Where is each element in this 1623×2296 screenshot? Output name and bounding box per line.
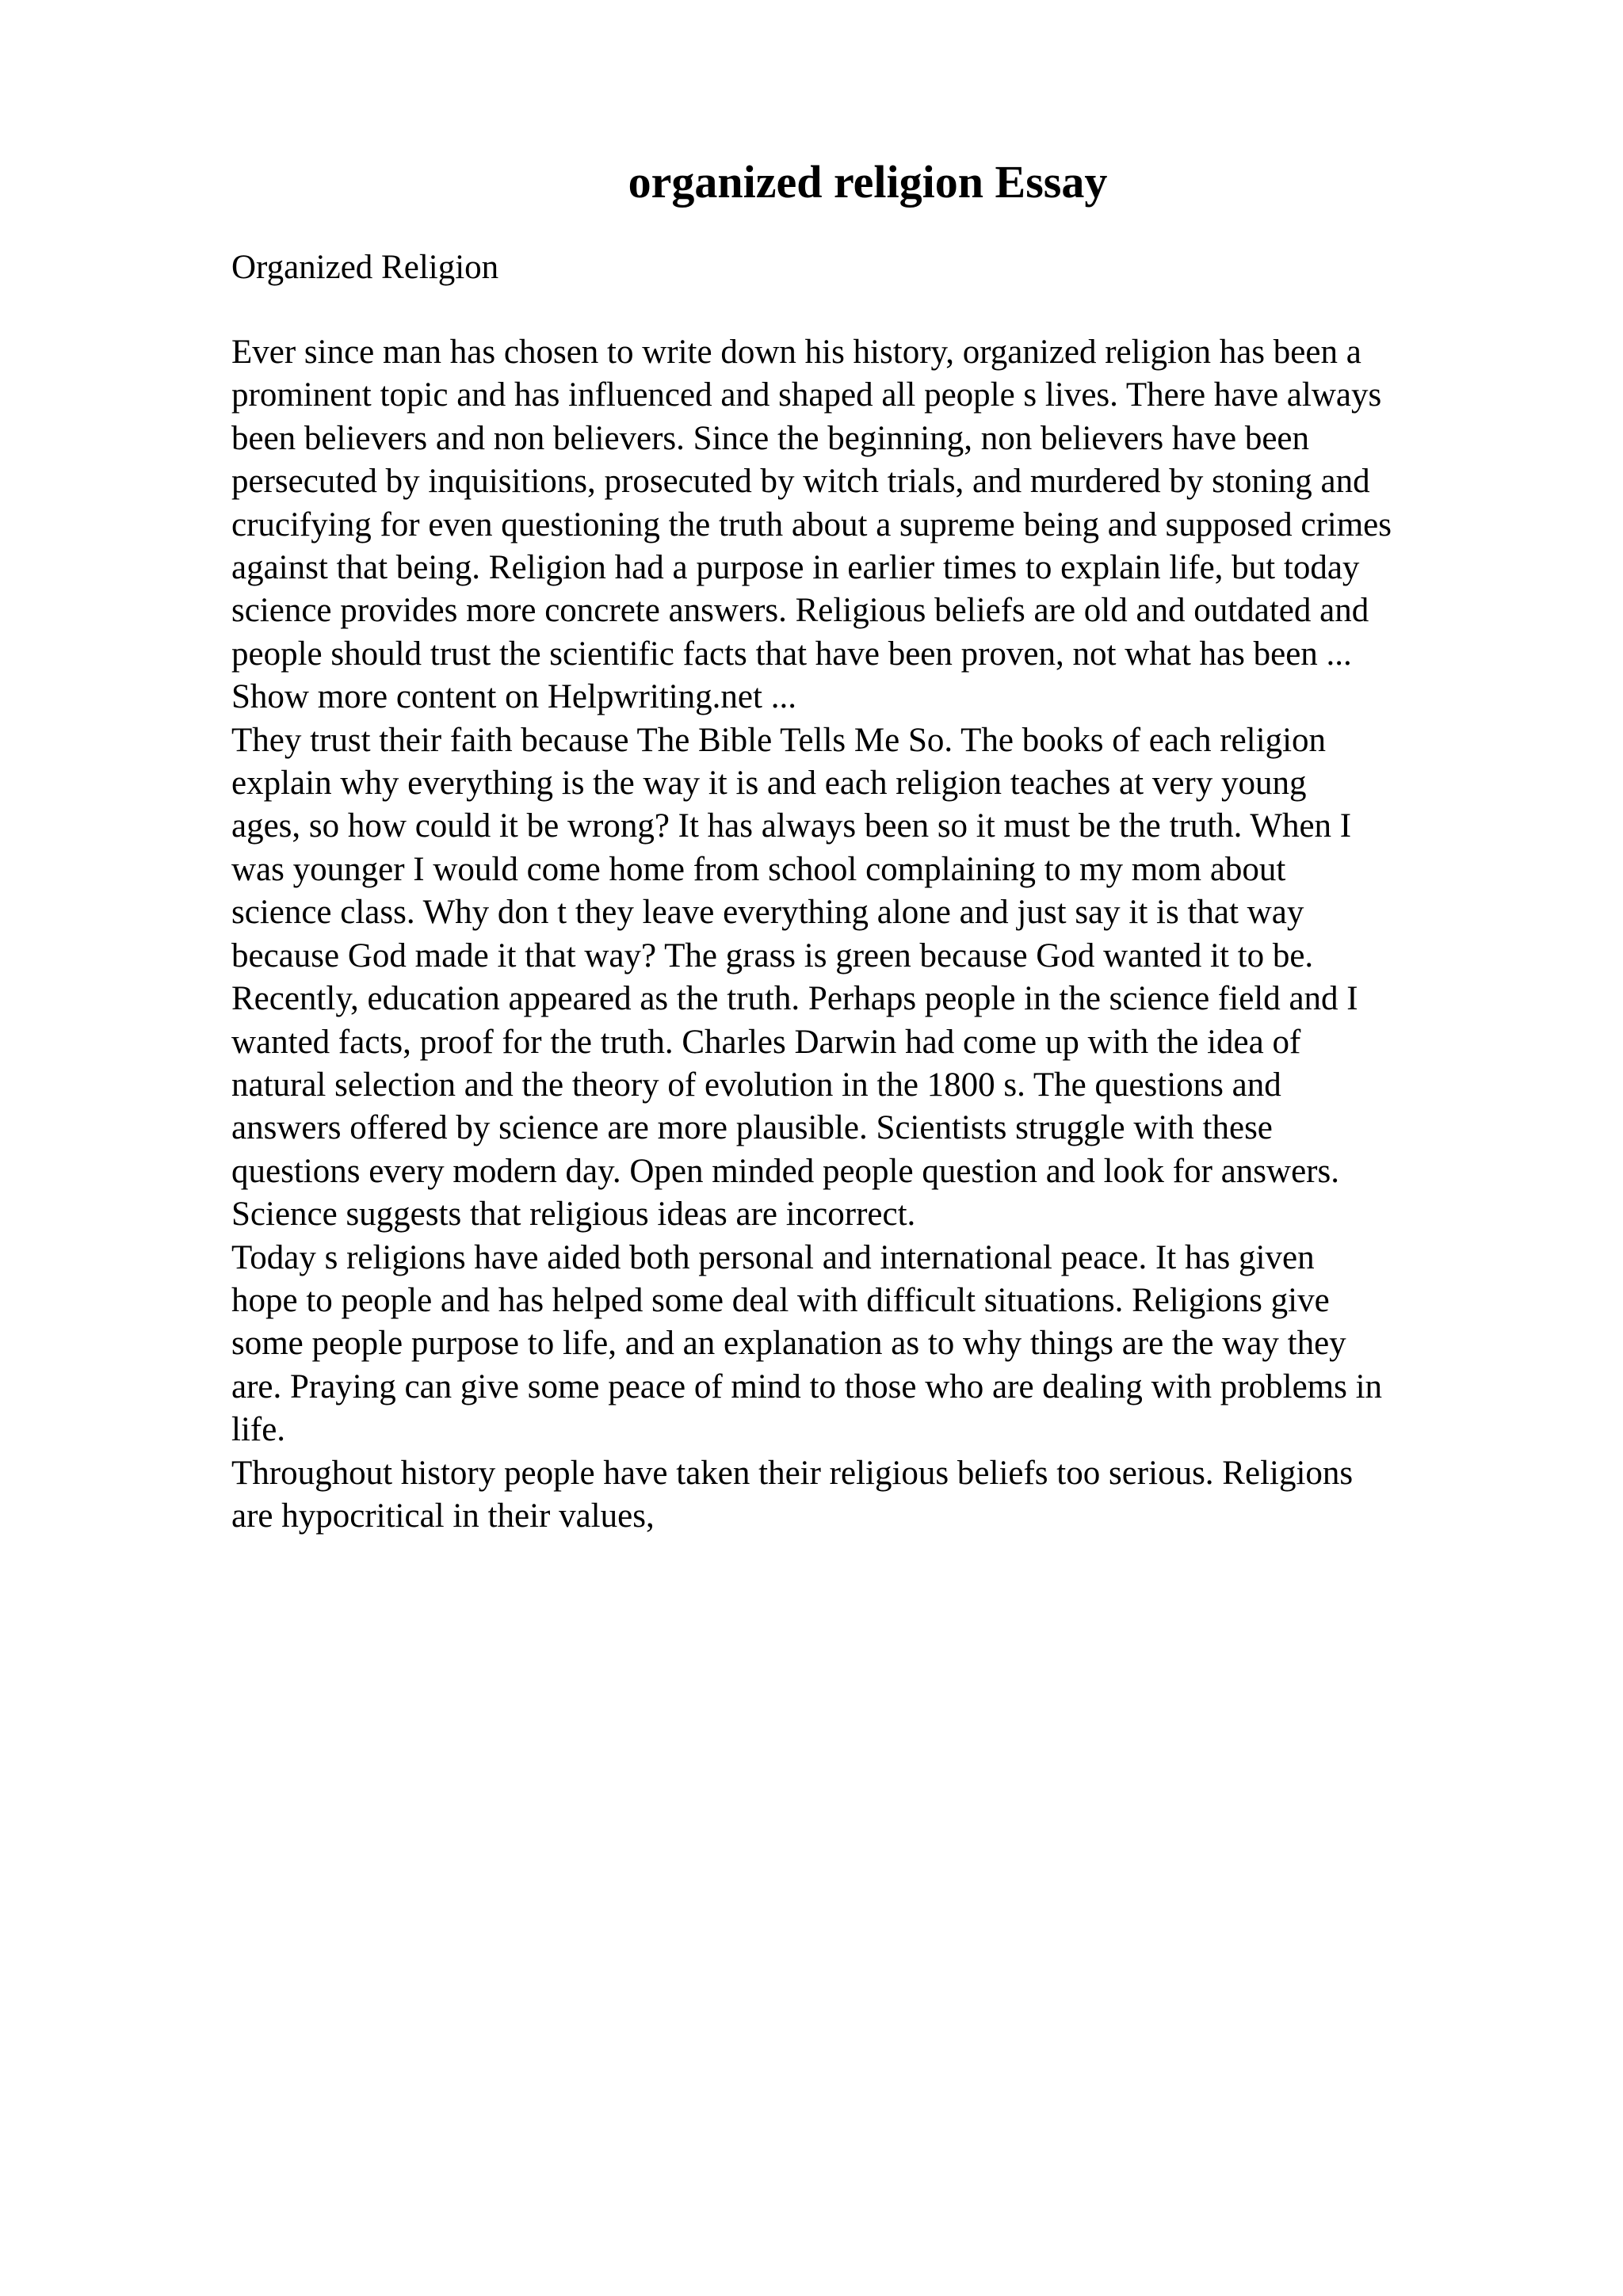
text-line: because God made it that way? The grass is green because God wanted it to be. bbox=[231, 936, 1314, 974]
text-line: Throughout history people have taken their religious beliefs too serious. Religions bbox=[231, 1454, 1354, 1492]
text-line: hope to people and has helped some deal with difficult situations. Religions give bbox=[231, 1281, 1330, 1319]
text-line: wanted facts, proof for the truth. Charles Darwin had come up with the idea of bbox=[231, 1023, 1301, 1061]
text-line: been believers and non believers. Since the beginning, non believers have been bbox=[231, 419, 1310, 457]
show-more-link-line: Show more content on Helpwriting.net ... bbox=[231, 678, 796, 716]
text-line: against that being. Religion had a purpose in earlier times to explain life, but today bbox=[231, 549, 1360, 587]
document-body bbox=[231, 331, 1499, 1538]
text-line: ages, so how could it be wrong? It has always been so it must be the truth. When I bbox=[231, 807, 1352, 845]
text-line: are hypocritical in their values, bbox=[231, 1497, 655, 1535]
document-subtitle: Organized Religion bbox=[231, 249, 499, 286]
text-line: Ever since man has chosen to write down his history, organized religion has been a bbox=[231, 334, 1361, 371]
text-line: persecuted by inquisitions, prosecuted by witch trials, and murdered by stoning and bbox=[231, 463, 1370, 501]
document-title: organized religion Essay bbox=[628, 156, 1108, 208]
text-line: prominent topic and has influenced and shaped all people s lives. There have always bbox=[231, 376, 1382, 414]
text-line: life. bbox=[231, 1411, 286, 1449]
text-line: science provides more concrete answers. Religious beliefs are old and outdated and bbox=[231, 592, 1369, 630]
text-line: are. Praying can give some peace of mind to those who are dealing with problems in bbox=[231, 1367, 1383, 1405]
text-line: answers offered by science are more plausible. Scientists struggle with these bbox=[231, 1109, 1273, 1147]
text-line: crucifying for even questioning the truth about a supreme being and supposed crimes bbox=[231, 505, 1392, 543]
text-line: natural selection and the theory of evolution in the 1800 s. The questions and bbox=[231, 1066, 1281, 1104]
text-line: was younger I would come home from school complaining to my mom about bbox=[231, 850, 1286, 888]
text-line: people should trust the scientific facts that have been proven, not what has been ... bbox=[231, 635, 1352, 673]
text-line: Recently, education appeared as the truth. Perhaps people in the science field and I bbox=[231, 980, 1358, 1018]
text-line: science class. Why don t they leave everything alone and just say it is that way bbox=[231, 894, 1304, 932]
text-line: Today s religions have aided both personal and international peace. It has given bbox=[231, 1238, 1315, 1276]
text-line: They trust their faith because The Bible Tells Me So. The books of each religion bbox=[231, 721, 1327, 759]
text-line: Science suggests that religious ideas are incorrect. bbox=[231, 1196, 916, 1234]
text-line: explain why everything is the way it is and each religion teaches at very young bbox=[231, 765, 1307, 803]
text-line: some people purpose to life, and an explanation as to why things are the way they bbox=[231, 1325, 1346, 1363]
text-line: questions every modern day. Open minded people question and look for answers. bbox=[231, 1152, 1339, 1190]
